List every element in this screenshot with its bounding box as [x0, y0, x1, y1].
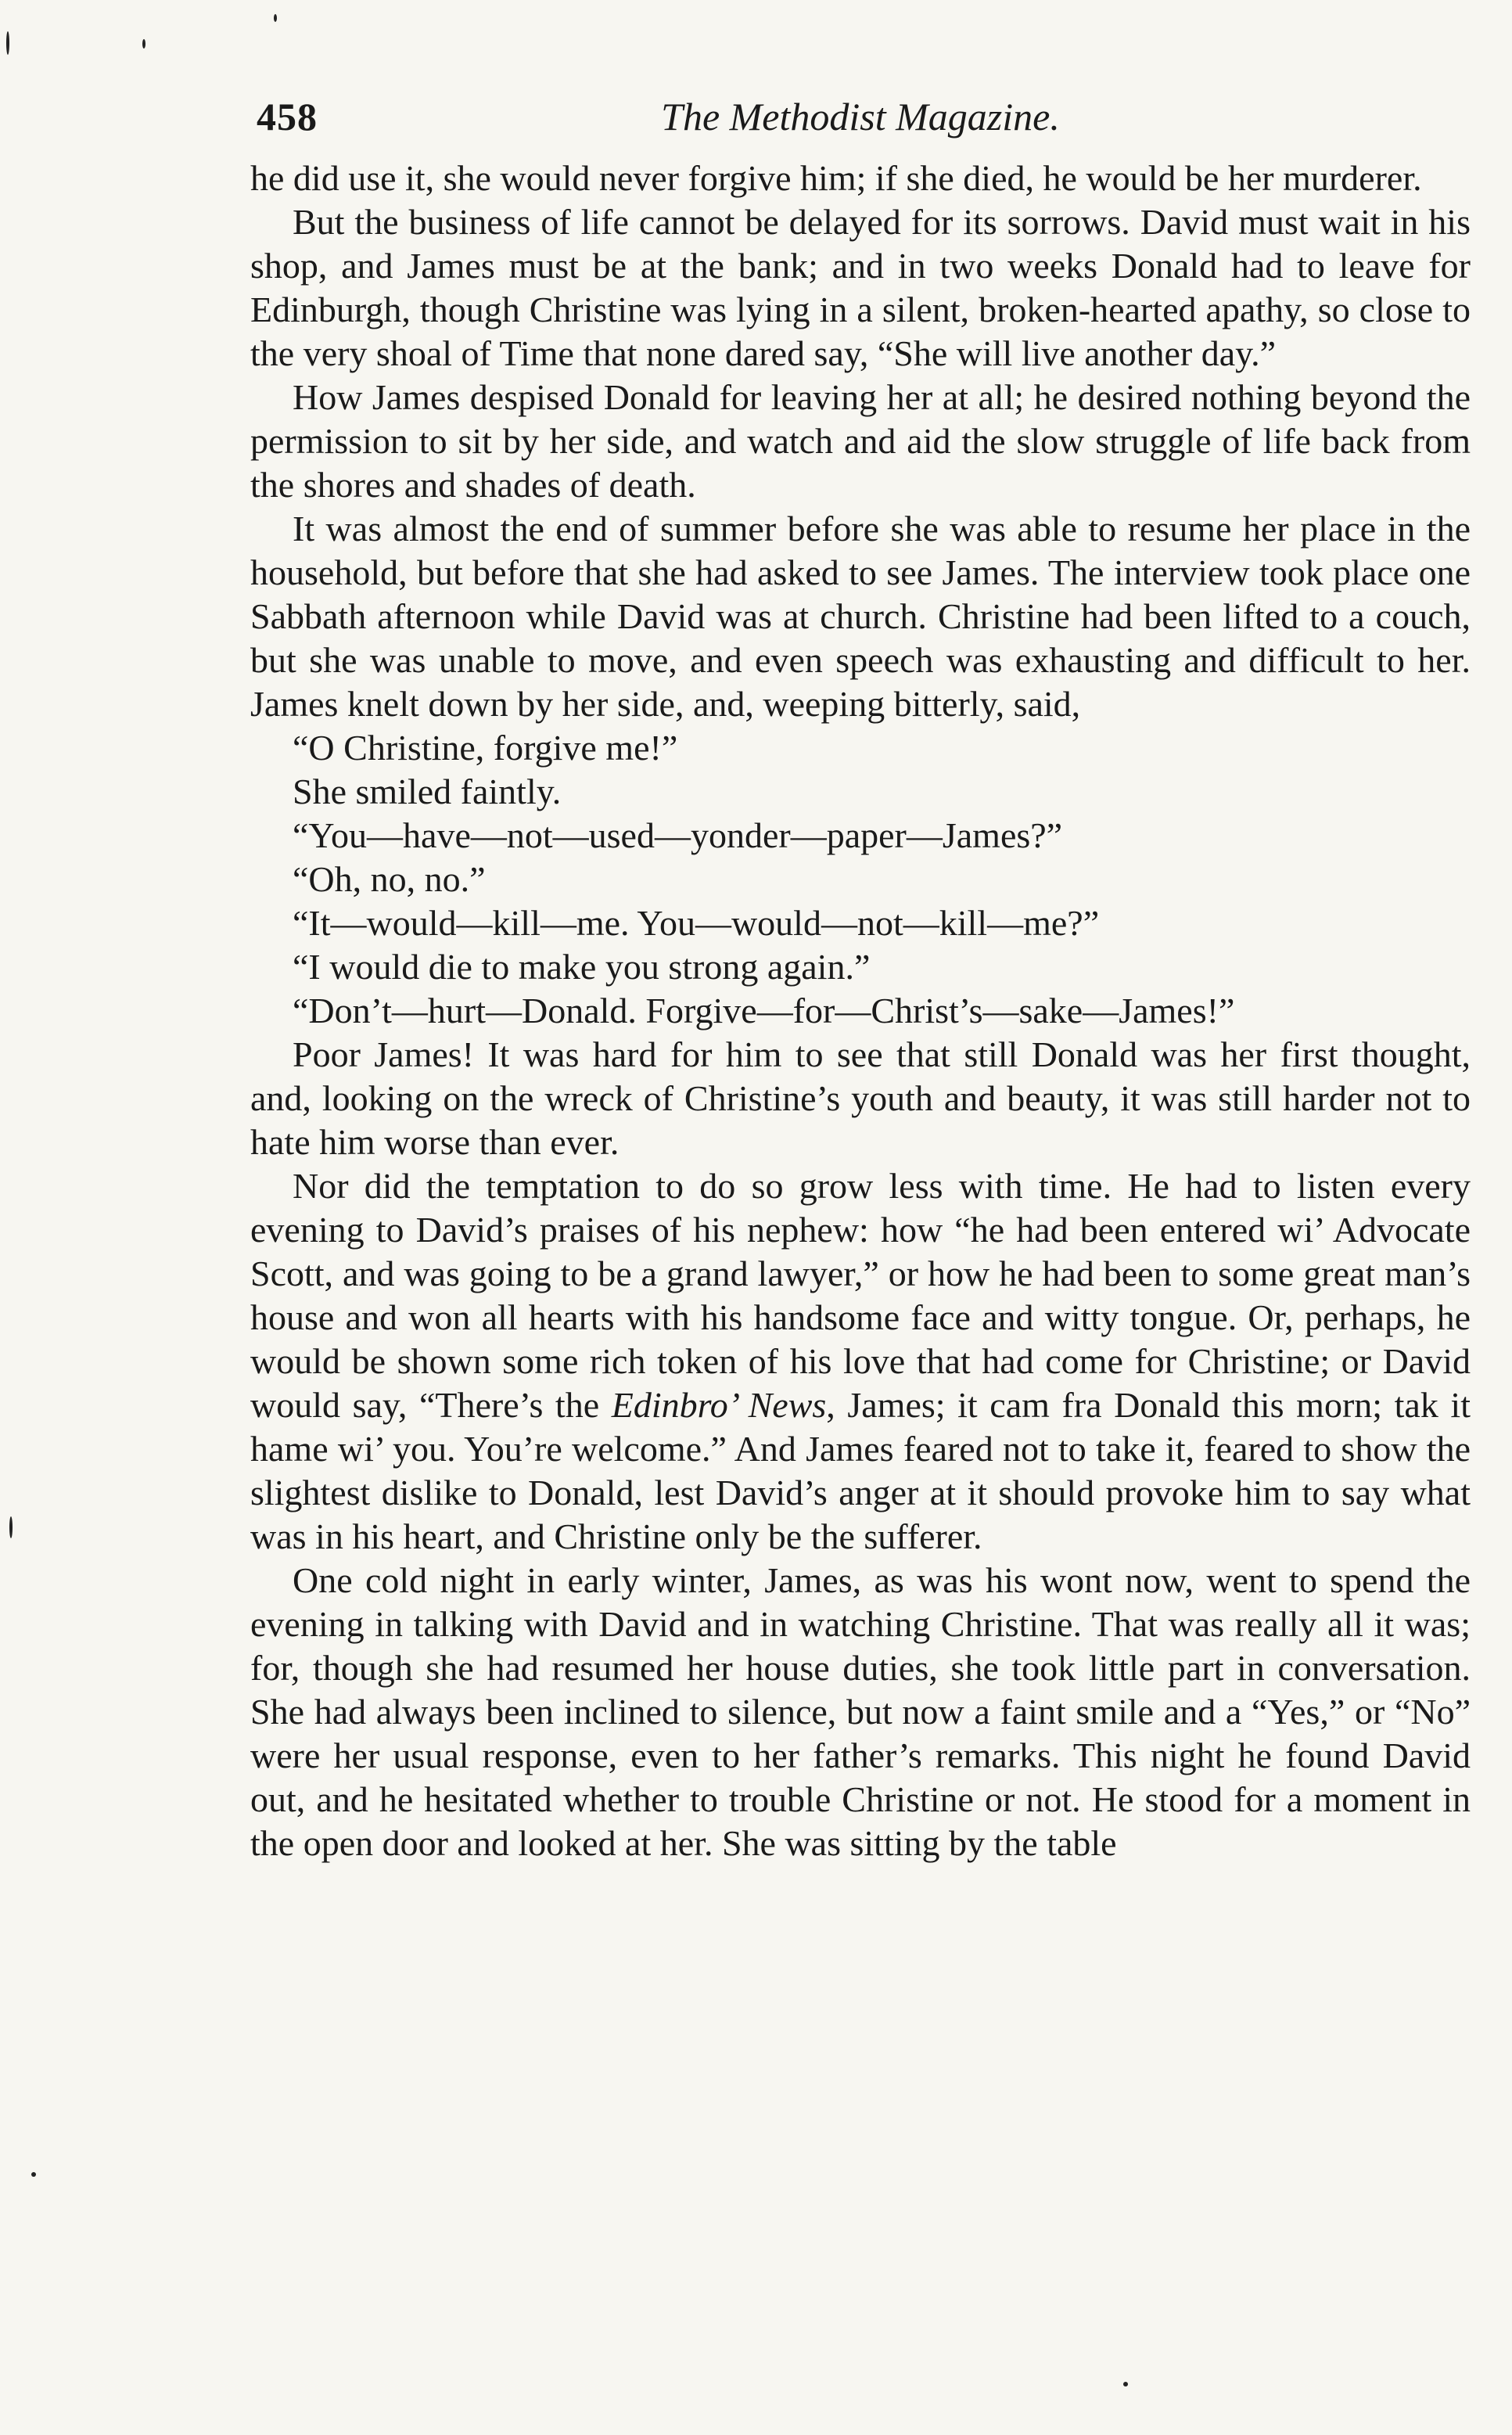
- paragraph: he did use it, she would never forgive him; if she died, he would be her murderer.: [250, 158, 1422, 198]
- body-text: [250, 156, 1471, 1865]
- paragraph: But the business of life cannot be delayed for its sorrows. David must wait in his shop, and James must be at the bank; and in two weeks Donald had to leave for Edinburgh, though Christine was lying in a silent, broken-hearted apathy, so close to the very shoal of Time that none dared say, “She will live another day.”: [250, 202, 1471, 373]
- newspaper-title: Edinbro’ News: [611, 1385, 827, 1425]
- running-title: The Methodist Magazine.: [661, 95, 1060, 138]
- page-header: [250, 94, 1471, 156]
- scan-speck: [1123, 2382, 1128, 2386]
- dialogue-line: “You—have—not—used—yonder—paper—James?”: [293, 815, 1063, 855]
- page-number: 458: [257, 95, 318, 138]
- scan-speck: [274, 14, 277, 22]
- dialogue-line: “Don’t—hurt—Donald. Forgive—for—Christ’s—sake—James!”: [293, 991, 1235, 1030]
- paragraph: Poor James! It was hard for him to see that still Donald was her first thought, and, looking on the wreck of Christine’s youth and beauty, it was still harder not to hate him worse than ever.: [250, 1034, 1471, 1162]
- scan-speck: [31, 2172, 36, 2177]
- paragraph: It was almost the end of summer before she was able to resume her place in the household, but before that she had asked to see James. The interview took place one Sabbath afternoon while David was at church. Christine had been lifted to a couch, but she was unable to move, and even speech was exhausting and difficult to her. James knelt down by her side, and, weeping bitterly, said,: [250, 509, 1471, 724]
- paragraph: [250, 1164, 1471, 1559]
- paragraph-text: , James; it cam fra Donald this morn; tak it hame wi’ you. You’re welcome.” And James feared not to take it, feared to show the slightest dislike to Donald, lest David’s anger at it should provoke him to say what was in his heart, and Christine only be the sufferer.: [250, 1385, 1471, 1556]
- paragraph: One cold night in early winter, James, as was his wont now, went to spend the evening in talking with David and in watching Christine. That was really all it was; for, though she had resumed her house duties, she took little part in conversation. She had always been inclined to silence, but now a faint smile and a “Yes,” or “No” were her usual response, even to her father’s remarks. This night he found David out, and he hesitated whether to trouble Christine or not. He stood for a moment in the open door and looked at her. She was sitting by the table: [250, 1560, 1471, 1863]
- dialogue-line: “I would die to make you strong again.”: [293, 947, 871, 987]
- document-page: [250, 94, 1471, 1865]
- dialogue-line: “Oh, no, no.”: [293, 859, 486, 899]
- scan-speck: [142, 39, 145, 49]
- dialogue-line: “O Christine, forgive me!”: [293, 728, 678, 768]
- dialogue-line: She smiled faintly.: [293, 772, 562, 811]
- dialogue-line: “It—would—kill—me. You—would—not—kill—me?”: [293, 903, 1100, 943]
- scan-speck: [6, 31, 9, 55]
- paragraph: How James despised Donald for leaving her at all; he desired nothing beyond the permission to sit by her side, and watch and aid the slow struggle of life back from the shores and shades of death.: [250, 377, 1471, 505]
- scan-speck: [9, 1516, 13, 1538]
- paragraph-text: Nor did the temptation to do so grow less with time. He had to listen every evening to David’s praises of his nephew: how “he had been entered wi’ Advocate Scott, and was going to be a grand lawyer,” or how he had been to some great man’s house and won all hearts with his handsome face and witty tongue. Or, perhaps, he would be shown some rich token of his love that had come for Christine; or David would say, “There’s the: [250, 1166, 1471, 1425]
